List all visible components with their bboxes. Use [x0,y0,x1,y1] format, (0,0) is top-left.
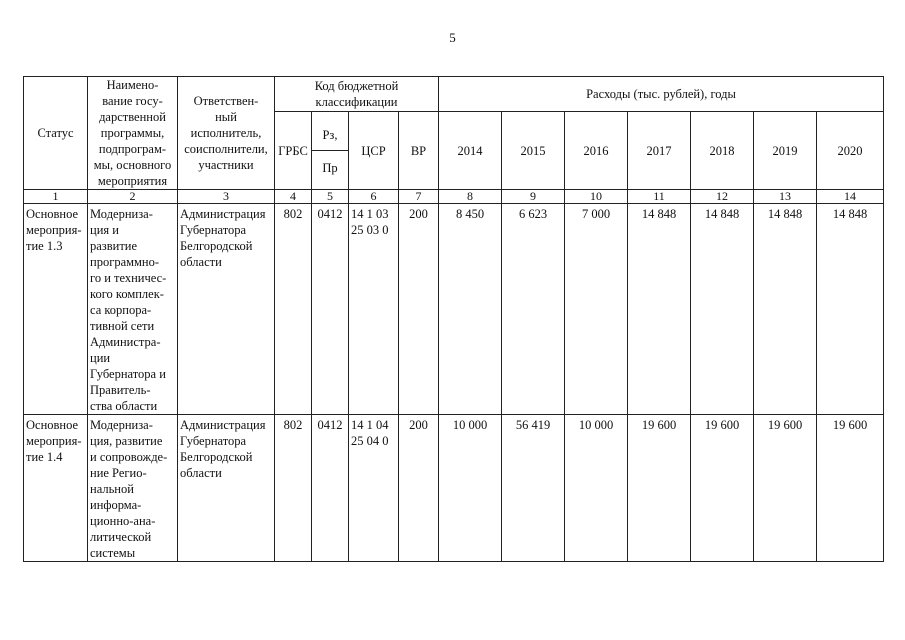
header-expenses-group: Расходы (тыс. рублей), годы [439,77,884,112]
row-value: 14 848 [817,204,884,415]
table-row [24,415,884,562]
row-value: 8 450 [439,204,502,415]
header-budget-code-group: Код бюджетной классификации [275,77,439,112]
column-number: 7 [399,190,439,204]
row-value: 14 848 [628,204,691,415]
row-value: 10 000 [565,415,628,562]
row-responsible: Администрация Губернатора Белгородской области [178,204,275,415]
header-year: 2017 [628,112,691,190]
column-number: 3 [178,190,275,204]
header-responsible: Ответствен- ный исполнитель, соисполнители, участники [178,77,275,190]
header-year: 2015 [502,112,565,190]
column-number-row [24,190,884,204]
header-year: 2019 [754,112,817,190]
row-rz-pr: 0412 [312,415,349,562]
header-year: 2014 [439,112,502,190]
header-vr: ВР [399,112,439,190]
header-rz: Рз, [312,120,348,151]
row-value: 56 419 [502,415,565,562]
header-year: 2020 [817,112,884,190]
row-csr: 14 1 03 25 03 0 [349,204,399,415]
header-year: 2018 [691,112,754,190]
table-row [24,204,884,415]
header-status: Статус [24,77,88,190]
row-value: 19 600 [817,415,884,562]
row-program-name: Модерниза- ция, развитие и сопровожде- ние Регио- нальной информа- ционно-ана- литической системы [88,415,178,562]
row-value: 19 600 [691,415,754,562]
column-number: 9 [502,190,565,204]
row-status: Основное мероприя- тие 1.4 [24,415,88,562]
row-grbs: 802 [275,415,312,562]
column-number: 5 [312,190,349,204]
row-value: 7 000 [565,204,628,415]
row-value: 14 848 [754,204,817,415]
header-pr: Пр [322,161,338,175]
row-value: 14 848 [691,204,754,415]
row-vr: 200 [399,204,439,415]
header-grbs: ГРБС [275,112,312,190]
column-number: 1 [24,190,88,204]
column-number: 4 [275,190,312,204]
header-year: 2016 [565,112,628,190]
budget-table [23,76,884,562]
row-vr: 200 [399,415,439,562]
row-value: 10 000 [439,415,502,562]
row-program-name: Модерниза- ция и развитие программно- го и техничес- кого комплек- са корпора- тивной сети Администра- ции Губернатора и Правитель- ства области [88,204,178,415]
column-number: 12 [691,190,754,204]
row-value: 19 600 [754,415,817,562]
column-number: 13 [754,190,817,204]
page-number: 5 [449,30,456,45]
column-number: 11 [628,190,691,204]
header-program-name: Наимено- вание госу- дарственной программы, подпрограм- мы, основного мероприятия [88,77,178,190]
column-number: 2 [88,190,178,204]
row-value: 6 623 [502,204,565,415]
column-number: 10 [565,190,628,204]
column-number: 8 [439,190,502,204]
row-grbs: 802 [275,204,312,415]
header-rz-pr [312,112,349,190]
row-rz-pr: 0412 [312,204,349,415]
row-csr: 14 1 04 25 04 0 [349,415,399,562]
header-csr: ЦСР [349,112,399,190]
column-number: 14 [817,190,884,204]
row-status: Основное мероприя- тие 1.3 [24,204,88,415]
column-number: 6 [349,190,399,204]
row-value: 19 600 [628,415,691,562]
row-responsible: Администрация Губернатора Белгородской области [178,415,275,562]
